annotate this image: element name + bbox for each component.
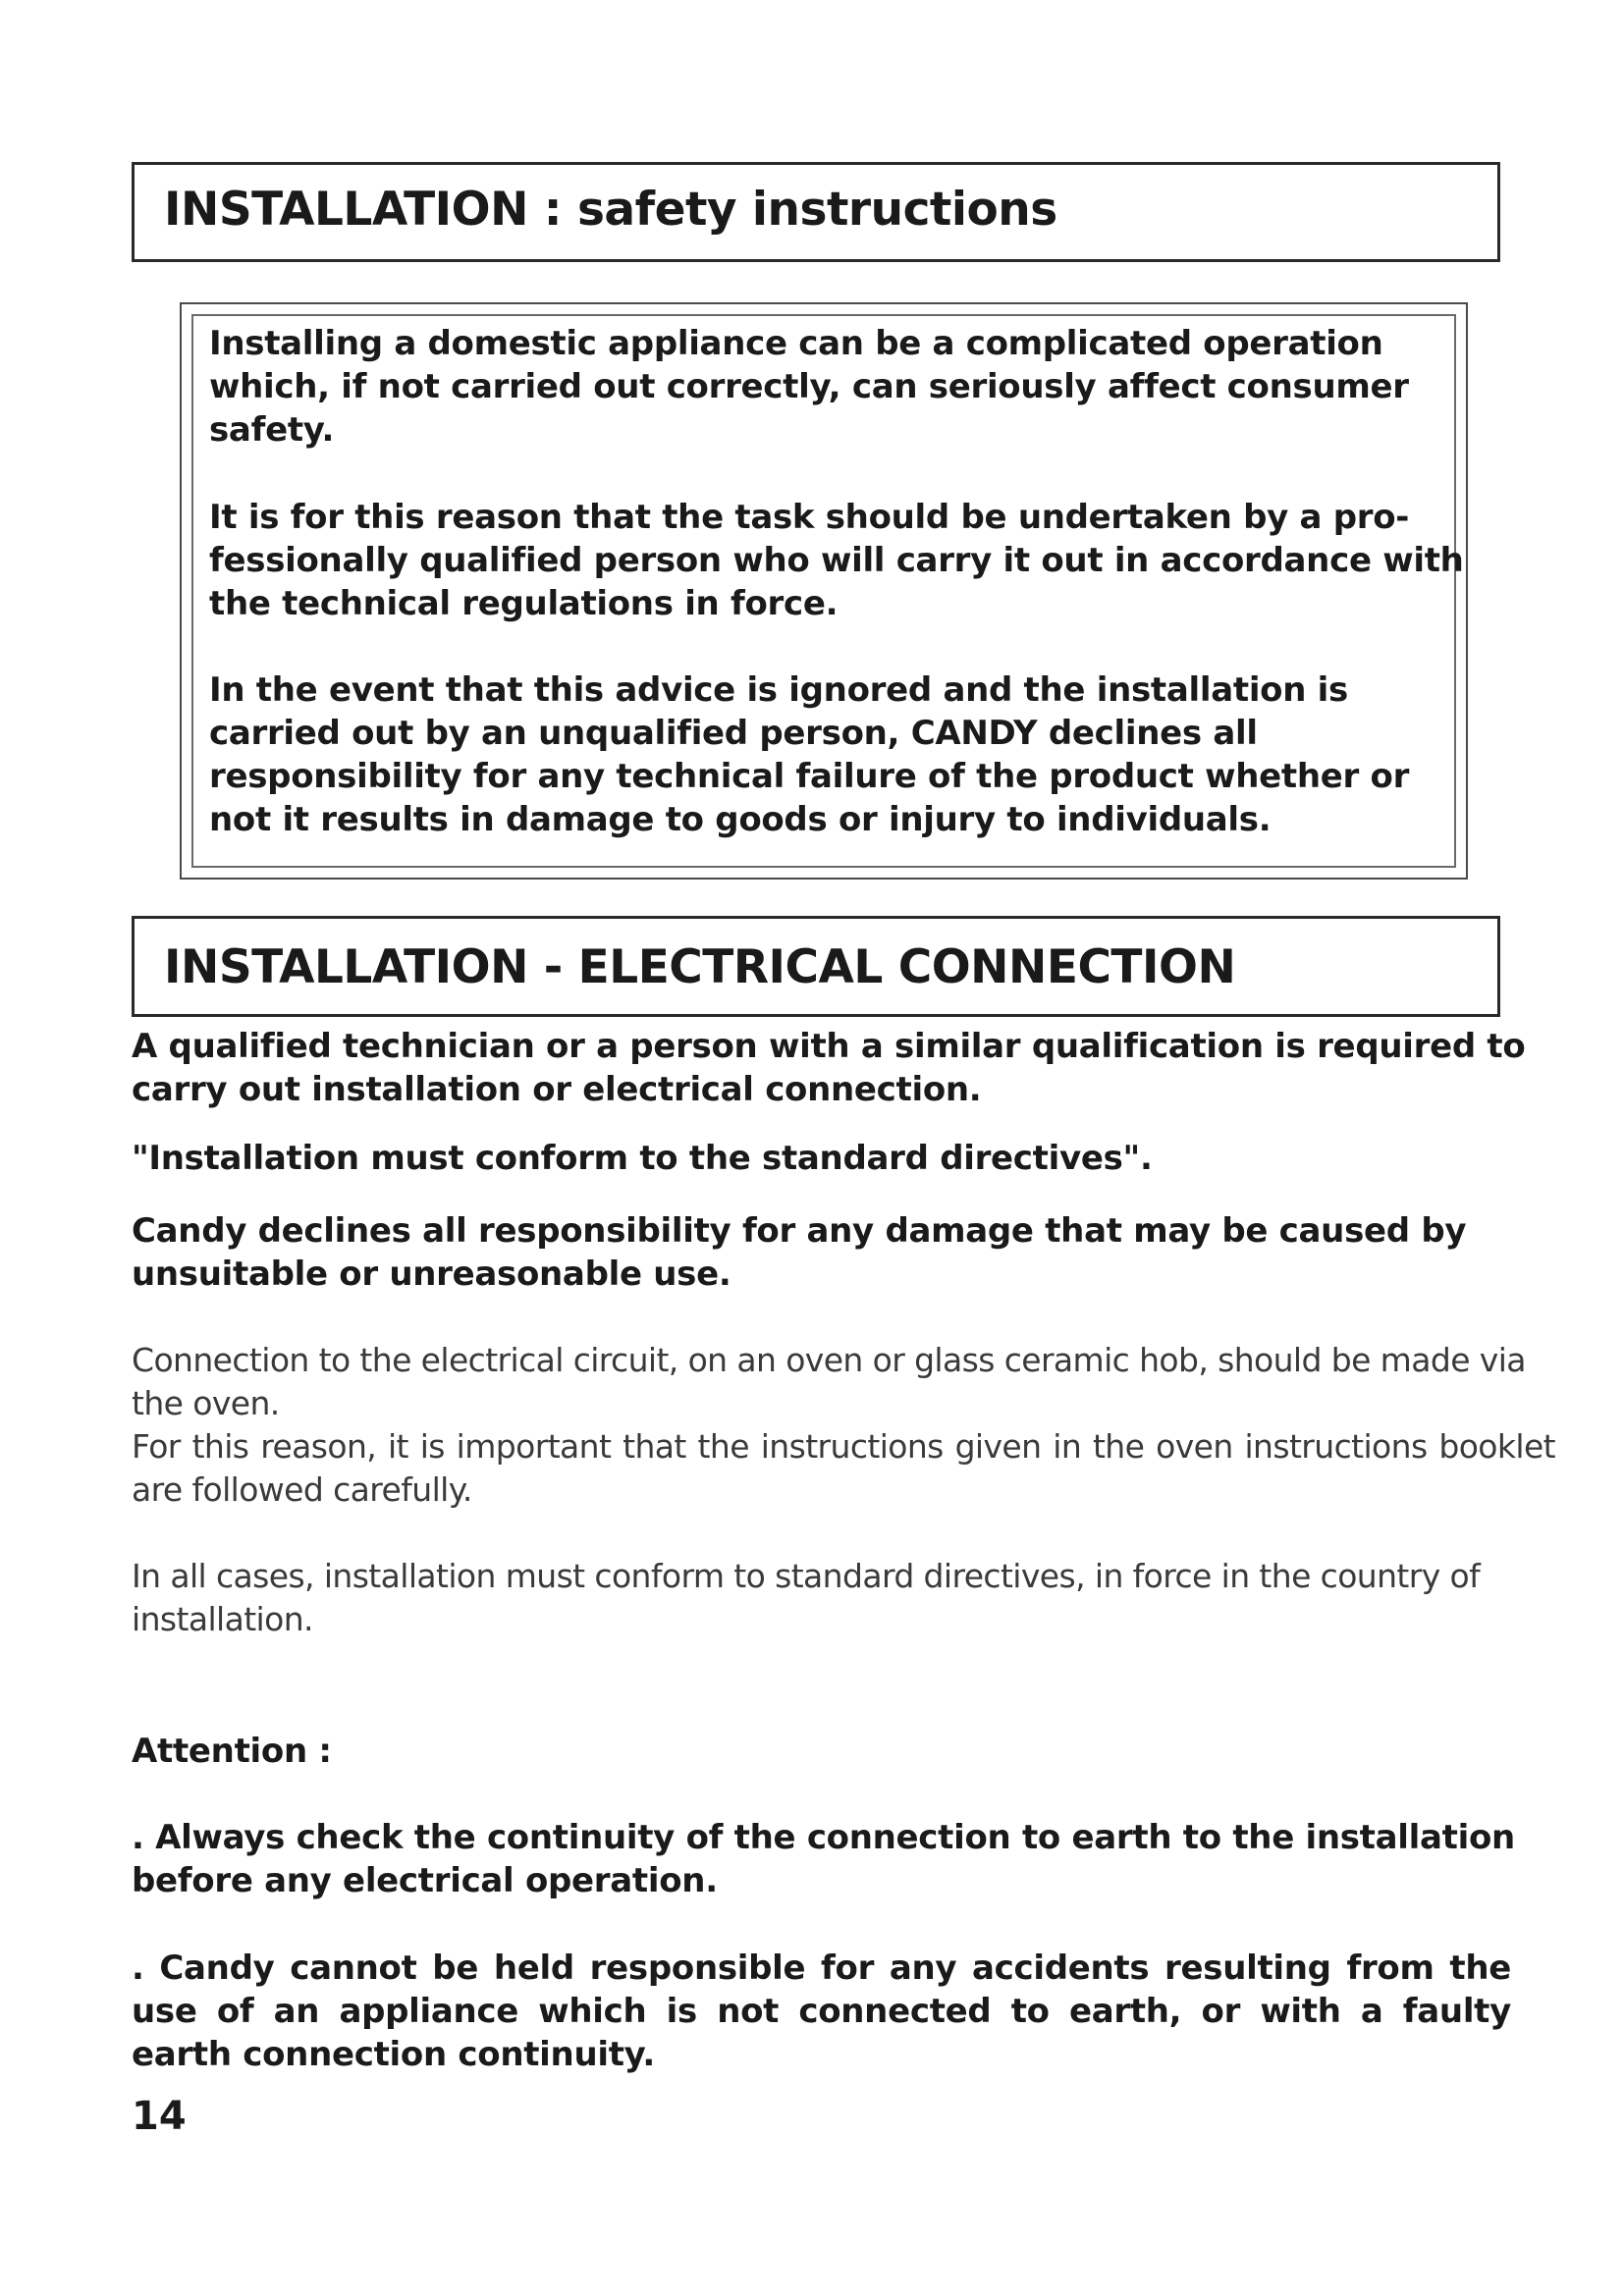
section-heading-box — [132, 162, 1500, 262]
section-heading-box — [132, 916, 1500, 1017]
safety-paragraph: Installing a domestic appliance can be a complicated operation which, if not carried out correctly, can seriously affect consumer safety. — [209, 324, 1409, 450]
attention-item: . Candy cannot be held responsible for any accidents resulting from the use of an appliance which is not connected to earth, or with a faulty earth connection continuity. — [132, 1949, 1511, 2074]
electrical-bold-paragraph: "Installation must conform to the standard directives". — [132, 1139, 1153, 1178]
page-number: 14 — [132, 2094, 187, 2139]
section-heading-electrical: INSTALLATION - ELECTRICAL CONNECTION — [164, 940, 1236, 994]
connection-paragraph: Connection to the electrical circuit, on an oven or glass ceramic hob, should be made via the oven. — [132, 1341, 1526, 1422]
connection-paragraph: For this reason, it is important that the instructions given in the oven instructions booklet are followed carefully. — [132, 1427, 1555, 1509]
electrical-bold-paragraph: A qualified technician or a person with a similar qualification is required to carry out installation or electrical connection. — [132, 1027, 1526, 1109]
attention-label: Attention : — [132, 1732, 332, 1771]
safety-paragraph: It is for this reason that the task should be undertaken by a pro-fessionally qualified person who will carry it out in accordance with the technical regulations in force. — [209, 498, 1464, 623]
connection-paragraph: In all cases, installation must conform to standard directives, in force in the country of installation. — [132, 1557, 1481, 1638]
section-heading-safety: INSTALLATION : safety instructions — [164, 183, 1057, 237]
safety-paragraph: In the event that this advice is ignored and the installation is carried out by an unqualified person, CANDY declines all responsibility for any technical failure of the product whether or not it results in damage to goods or injury to individuals. — [209, 670, 1410, 839]
attention-item: . Always check the continuity of the connection to earth to the installation before any electrical operation. — [132, 1818, 1515, 1900]
electrical-bold-paragraph: Candy declines all responsibility for any damage that may be caused by unsuitable or unreasonable use. — [132, 1211, 1467, 1294]
